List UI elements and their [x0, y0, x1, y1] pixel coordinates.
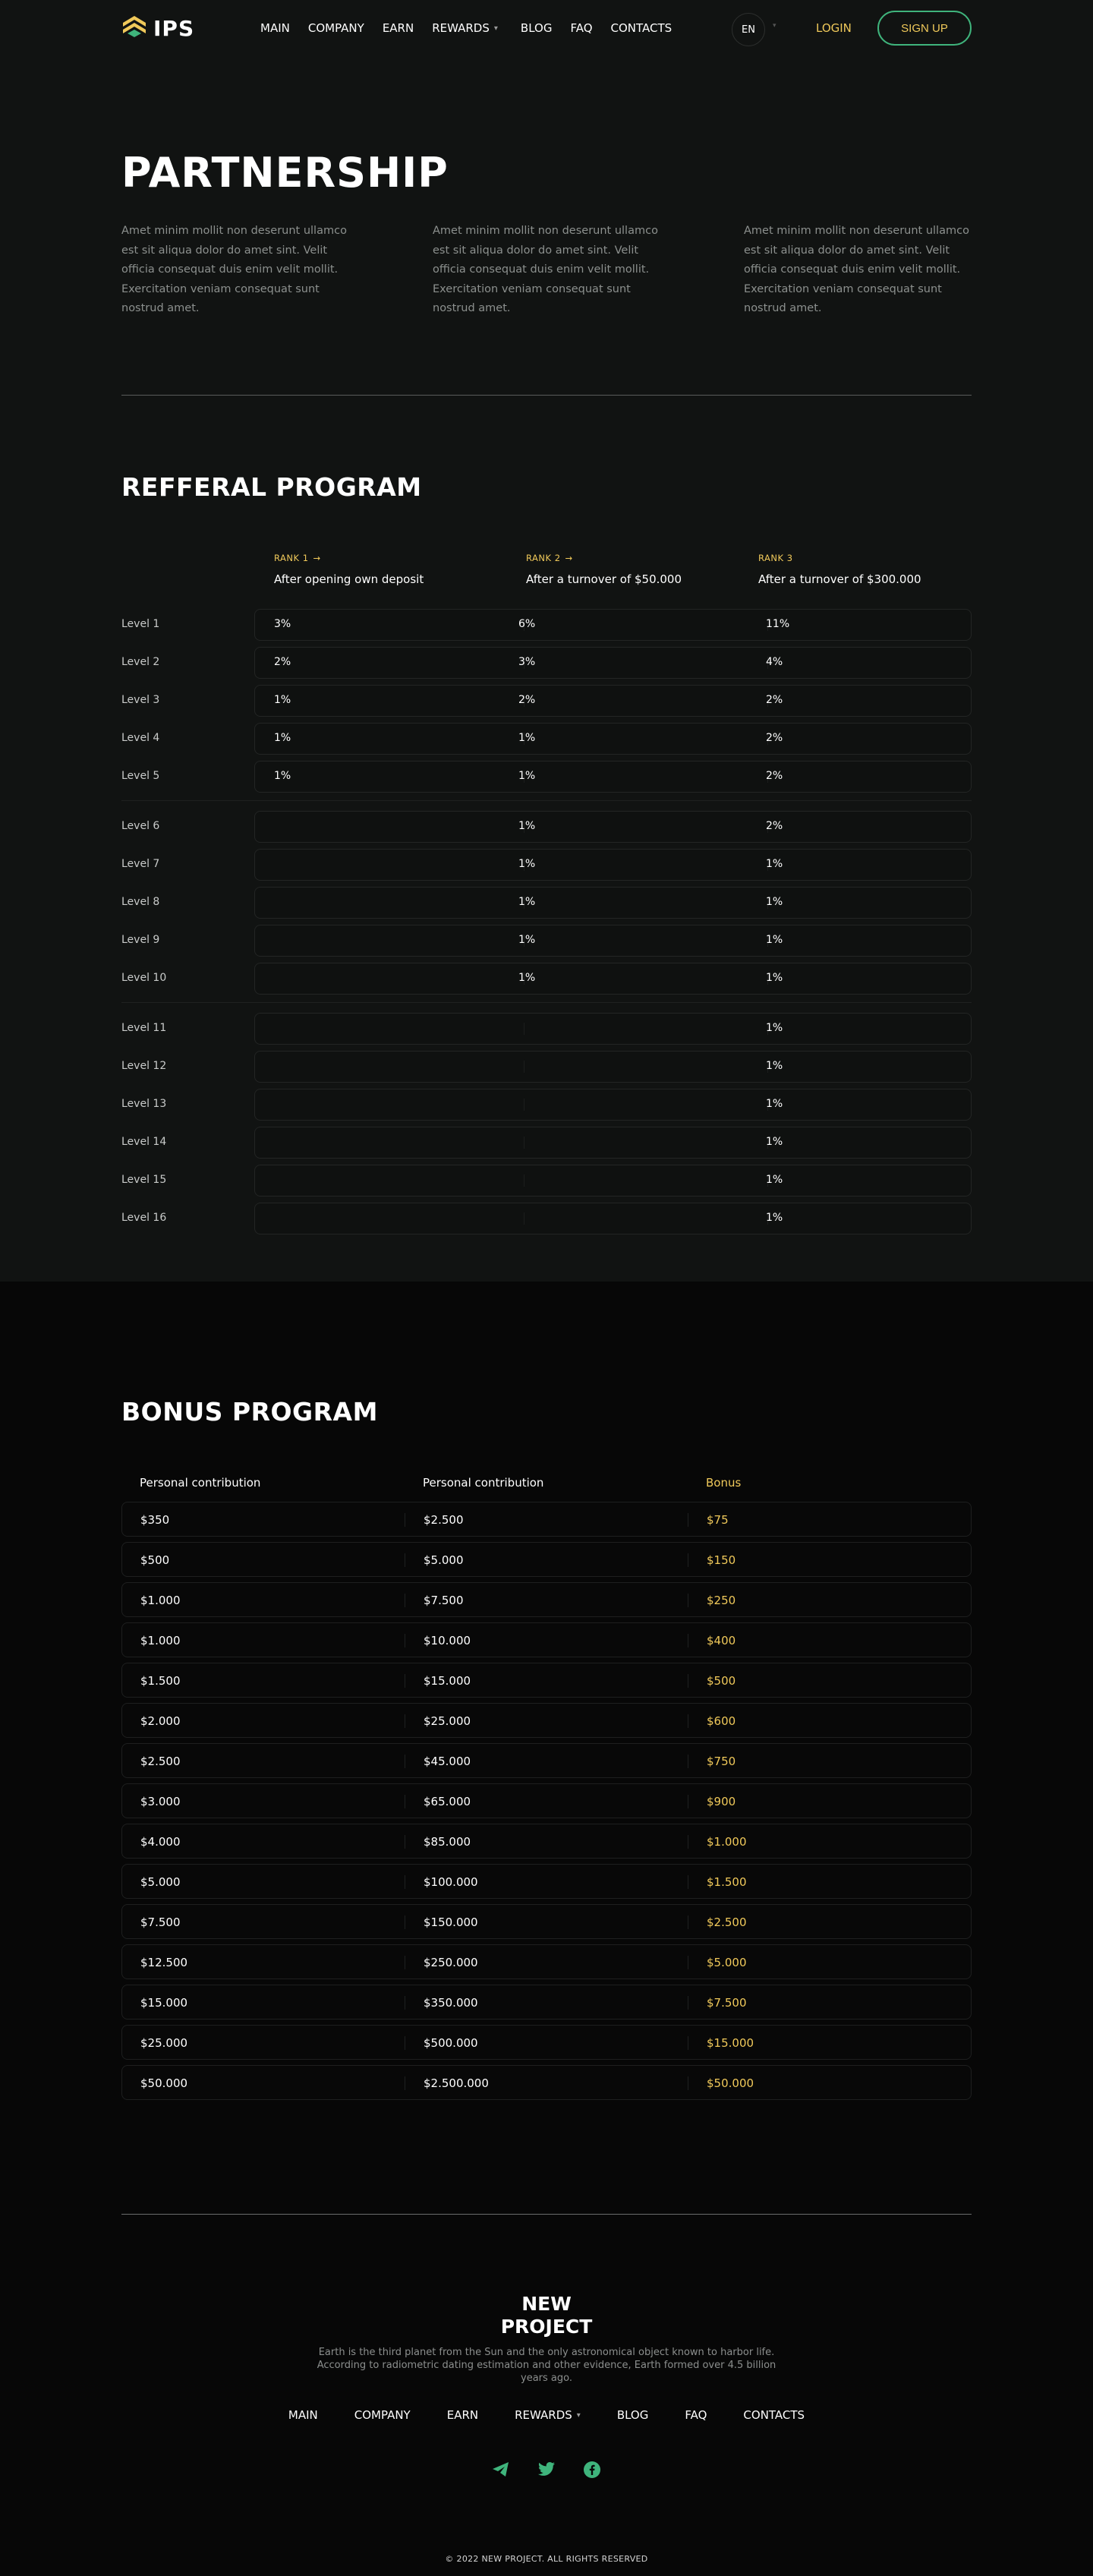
section-divider — [121, 395, 972, 396]
contribution-value: $350 — [140, 1513, 170, 1527]
table-row — [121, 685, 972, 717]
footer-nav-earn[interactable]: EARN — [446, 2408, 479, 2422]
footer-nav-company[interactable]: COMPANY — [354, 2408, 411, 2422]
nav-contacts[interactable]: CONTACTS — [610, 21, 672, 35]
chevron-down-icon: ▾ — [493, 24, 498, 33]
contribution-value: $150.000 — [424, 1915, 478, 1929]
rank-2-value: 3% — [518, 656, 536, 668]
bonus-value: $400 — [707, 1634, 736, 1647]
arrow-right-icon: → — [313, 553, 321, 563]
hero-paragraph: Amet minim mollit non deserunt ullamco est sit aliqua dolor do amet sint. Velit officia consequat duis enim velit mollit. Exercitation veniam consequat sunt nostrud amet. — [433, 225, 658, 314]
contribution-value: $350.000 — [424, 1996, 478, 2010]
level-values-box — [254, 887, 972, 919]
level-label: Level 7 — [121, 858, 160, 870]
footer-description: Earth is the third planet from the Sun and the only astronomical object known to harbor life. According to radiometric dating estimation and other evidence, Earth formed over 4.5 billion years ago. — [317, 2347, 776, 2384]
contribution-value: $50.000 — [140, 2076, 188, 2090]
arrow-right-icon: → — [565, 553, 573, 563]
footer-nav-contacts[interactable]: CONTACTS — [743, 2408, 805, 2422]
level-values-box — [254, 761, 972, 793]
rank-label — [526, 553, 682, 563]
bonus-header-contribution-2: Personal contribution — [423, 1476, 544, 1490]
logo-icon — [121, 14, 147, 42]
telegram-icon[interactable] — [491, 2460, 511, 2480]
footer-nav-rewards-label: REWARDS — [515, 2408, 572, 2422]
table-row — [121, 1203, 972, 1234]
table-row — [121, 723, 972, 755]
chevron-down-icon: ▾ — [576, 2410, 581, 2420]
table-row — [121, 609, 972, 641]
contribution-value: $85.000 — [424, 1835, 471, 1849]
table-row — [121, 1165, 972, 1197]
nav-earn[interactable]: EARN — [382, 21, 414, 35]
table-row — [121, 1127, 972, 1159]
footer-brand-line: PROJECT — [500, 2316, 593, 2338]
bonus-value: $75 — [707, 1513, 729, 1527]
contribution-value: $7.500 — [424, 1594, 464, 1607]
contribution-value: $100.000 — [424, 1875, 478, 1889]
rank-1-value: 1% — [274, 732, 291, 744]
copyright: © 2022 NEW PROJECT. ALL RIGHTS RESERVED — [445, 2554, 648, 2564]
nav-blog[interactable]: BLOG — [520, 21, 553, 35]
level-values-box — [254, 1089, 972, 1121]
rank-description: After a turnover of $50.000 — [526, 572, 682, 586]
level-values-box — [254, 1051, 972, 1083]
rank-1-value: 1% — [274, 694, 291, 706]
table-row — [121, 811, 972, 843]
group-divider — [121, 1002, 972, 1003]
footer-brand-line: NEW — [521, 2293, 572, 2315]
contribution-value: $45.000 — [424, 1755, 471, 1768]
rank-2-value: 1% — [518, 732, 536, 744]
hero-columns — [121, 222, 972, 319]
level-values-box — [254, 723, 972, 755]
rank-2-value: 1% — [518, 934, 536, 946]
level-label: Level 12 — [121, 1060, 167, 1072]
rank-3-value: 4% — [766, 656, 783, 668]
rank-3-value: 1% — [766, 1098, 783, 1110]
rank-3-value: 1% — [766, 972, 783, 984]
nav-rewards-label: REWARDS — [432, 21, 490, 35]
referral-title: REFFERAL PROGRAM — [121, 472, 422, 502]
bonus-value: $500 — [707, 1674, 736, 1688]
contribution-value: $15.000 — [140, 1996, 188, 2010]
social-links — [121, 2460, 972, 2480]
rank-label — [274, 553, 424, 563]
bonus-and-footer — [121, 1282, 972, 2576]
rank-3-value: 2% — [766, 732, 783, 744]
contribution-value: $5.000 — [140, 1875, 181, 1889]
footer-nav-rewards[interactable] — [515, 2408, 581, 2422]
logo[interactable] — [121, 14, 194, 42]
footer-nav-faq[interactable]: FAQ — [685, 2408, 707, 2422]
rank-3-value: 1% — [766, 934, 783, 946]
contribution-value: $1.000 — [140, 1594, 181, 1607]
group-divider — [121, 800, 972, 801]
level-values-box — [254, 1013, 972, 1045]
rank-description: After a turnover of $300.000 — [758, 572, 921, 586]
level-label: Level 14 — [121, 1136, 167, 1148]
rank-2-header — [526, 553, 682, 586]
contribution-value: $12.500 — [140, 1956, 188, 1969]
level-label: Level 8 — [121, 896, 160, 908]
table-row — [121, 849, 972, 881]
partnership-section — [0, 0, 1093, 1282]
contribution-value: $15.000 — [424, 1674, 471, 1688]
rank-1-value: 3% — [274, 618, 291, 630]
level-values-box — [254, 609, 972, 641]
nav-company[interactable]: COMPANY — [307, 21, 364, 35]
nav-rewards[interactable] — [432, 21, 498, 35]
footer-nav-blog[interactable]: BLOG — [616, 2408, 649, 2422]
level-label: Level 1 — [121, 618, 160, 630]
rank-3-value: 1% — [766, 1174, 783, 1186]
table-row — [121, 1013, 972, 1045]
chevron-down-icon: ▾ — [773, 22, 776, 30]
hero-paragraph: Amet minim mollit non deserunt ullamco est sit aliqua dolor do amet sint. Velit officia consequat duis enim velit mollit. Exercitation veniam consequat sunt nostrud amet. — [744, 225, 969, 314]
contribution-value: $7.500 — [140, 1915, 181, 1929]
table-row — [121, 647, 972, 679]
bonus-value: $150 — [707, 1553, 736, 1567]
rank-3-value: 1% — [766, 1212, 783, 1224]
level-values-box — [254, 1127, 972, 1159]
contribution-value: $2.500.000 — [424, 2076, 489, 2090]
contribution-value: $2.000 — [140, 1714, 181, 1728]
rank-3-value: 1% — [766, 858, 783, 870]
contribution-value: $4.000 — [140, 1835, 181, 1849]
contribution-value: $10.000 — [424, 1634, 471, 1647]
bonus-header-bonus: Bonus — [706, 1476, 742, 1490]
contribution-value: $1.500 — [140, 1674, 181, 1688]
rank-label-text: RANK 1 — [274, 553, 309, 563]
contribution-value: $2.500 — [140, 1755, 181, 1768]
nav-main[interactable]: MAIN — [260, 21, 290, 35]
rank-3-value: 1% — [766, 1022, 783, 1034]
level-label: Level 6 — [121, 820, 160, 832]
rank-1-value: 2% — [274, 656, 291, 668]
rank-2-value: 1% — [518, 770, 536, 782]
contribution-value: $250.000 — [424, 1956, 478, 1969]
rank-1-value: 1% — [274, 770, 291, 782]
table-row — [121, 1051, 972, 1083]
rank-1-header — [274, 553, 424, 586]
contribution-value: $25.000 — [424, 1714, 471, 1728]
rank-label-text: RANK 2 — [526, 553, 561, 563]
language-selector[interactable]: EN — [732, 13, 765, 46]
bonus-value: $50.000 — [707, 2076, 754, 2090]
bonus-title: BONUS PROGRAM — [121, 1397, 378, 1427]
rank-2-value: 1% — [518, 858, 536, 870]
level-values-box — [254, 685, 972, 717]
rank-description: After opening own deposit — [274, 572, 424, 586]
level-label: Level 16 — [121, 1212, 167, 1224]
contribution-value: $500.000 — [424, 2036, 478, 2050]
level-values-box — [254, 811, 972, 843]
bonus-value: $900 — [707, 1795, 736, 1808]
level-values-box — [254, 925, 972, 957]
contribution-value: $2.500 — [424, 1513, 464, 1527]
rank-3-header — [758, 553, 921, 586]
footer-nav — [121, 2408, 972, 2422]
rank-3-value: 1% — [766, 1136, 783, 1148]
bonus-value: $15.000 — [707, 2036, 754, 2050]
page-title: PARTNERSHIP — [121, 149, 449, 197]
table-row — [121, 925, 972, 957]
contribution-value: $500 — [140, 1553, 170, 1567]
table-row — [121, 887, 972, 919]
rank-2-value: 1% — [518, 896, 536, 908]
level-values-box — [254, 1165, 972, 1197]
level-label: Level 10 — [121, 972, 167, 984]
contribution-value: $5.000 — [424, 1553, 464, 1567]
bonus-value: $250 — [707, 1594, 736, 1607]
level-label: Level 11 — [121, 1022, 167, 1034]
bonus-value: $1.000 — [707, 1835, 747, 1849]
rank-3-value: 11% — [766, 618, 790, 630]
rank-3-value: 2% — [766, 820, 783, 832]
level-values-box — [254, 647, 972, 679]
logo-text: IPS — [153, 15, 195, 41]
level-label: Level 4 — [121, 732, 160, 744]
rank-2-value: 6% — [518, 618, 536, 630]
level-label: Level 15 — [121, 1174, 167, 1186]
rank-3-value: 2% — [766, 694, 783, 706]
login-link[interactable]: LOGIN — [816, 21, 852, 35]
level-label: Level 13 — [121, 1098, 167, 1110]
table-row — [121, 963, 972, 995]
rank-2-value: 1% — [518, 972, 536, 984]
contribution-value: $3.000 — [140, 1795, 181, 1808]
signup-button[interactable]: SIGN UP — [877, 11, 972, 46]
rank-label-text: RANK 3 — [758, 553, 793, 563]
site-header — [121, 0, 972, 58]
rank-3-value: 1% — [766, 1060, 783, 1072]
nav-faq[interactable]: FAQ — [570, 21, 593, 35]
facebook-icon[interactable] — [582, 2460, 602, 2480]
rank-2-value: 2% — [518, 694, 536, 706]
level-label: Level 2 — [121, 656, 160, 668]
rank-3-value: 1% — [766, 896, 783, 908]
hero-paragraph: Amet minim mollit non deserunt ullamco est sit aliqua dolor do amet sint. Velit officia consequat duis enim velit mollit. Exercitation veniam consequat sunt nostrud amet. — [121, 225, 347, 314]
bonus-value: $750 — [707, 1755, 736, 1768]
rank-label — [758, 553, 921, 563]
table-row — [121, 1089, 972, 1121]
level-values-box — [254, 963, 972, 995]
twitter-icon[interactable] — [537, 2460, 556, 2480]
bonus-value: $7.500 — [707, 1996, 747, 2010]
footer-nav-main[interactable]: MAIN — [288, 2408, 318, 2422]
level-label: Level 5 — [121, 770, 160, 782]
table-row — [121, 761, 972, 793]
main-nav — [260, 21, 690, 35]
level-values-box — [254, 1203, 972, 1234]
rank-3-value: 2% — [766, 770, 783, 782]
contribution-value: $1.000 — [140, 1634, 181, 1647]
level-values-box — [254, 849, 972, 881]
contribution-value: $25.000 — [140, 2036, 188, 2050]
bonus-header-contribution: Personal contribution — [140, 1476, 261, 1490]
contribution-value: $65.000 — [424, 1795, 471, 1808]
bonus-value: $2.500 — [707, 1915, 747, 1929]
rank-2-value: 1% — [518, 820, 536, 832]
level-label: Level 9 — [121, 934, 160, 946]
bonus-value: $5.000 — [707, 1956, 747, 1969]
bonus-value: $1.500 — [707, 1875, 747, 1889]
bonus-value: $600 — [707, 1714, 736, 1728]
level-label: Level 3 — [121, 694, 160, 706]
